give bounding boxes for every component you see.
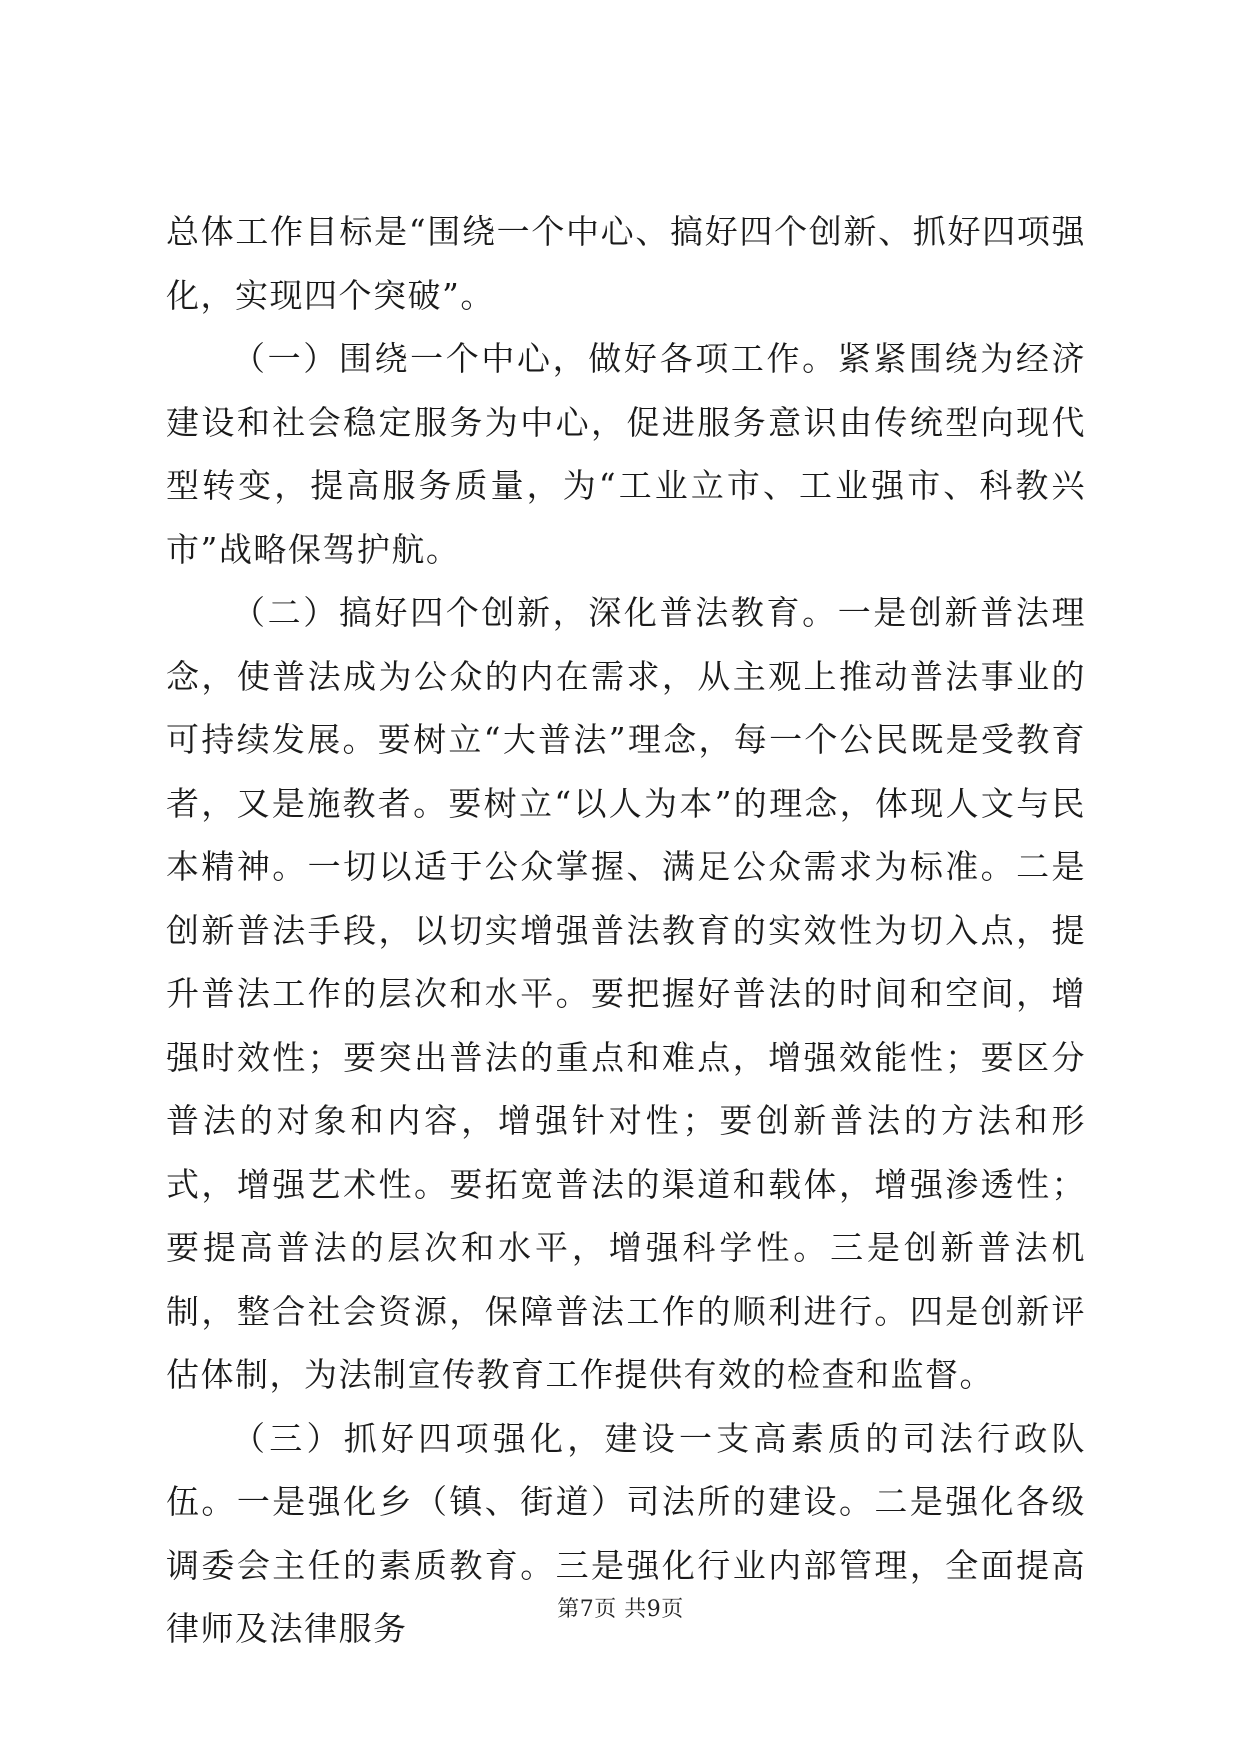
page-number-footer: 第7页 共9页 [557, 1597, 684, 1622]
document-body [166, 200, 1086, 1661]
paragraph-continuation: 总体工作目标是“围绕一个中心、搞好四个创新、抓好四项强化，实现四个突破”。 [166, 212, 1086, 315]
paragraph-section-3: （三）抓好四项强化，建设一支高素质的司法行政队伍。一是强化乡（镇、街道）司法所的建设。二是强化各级调委会主任的素质教育。三是强化行业内部管理，全面提高律师及法律服务 [166, 1418, 1086, 1648]
paragraph-section-1: （一）围绕一个中心，做好各项工作。紧紧围绕为经济建设和社会稳定服务为中心，促进服务意识由传统型向现代型转变，提高服务质量，为“工业立市、工业强市、科教兴市”战略保驾护航。 [166, 339, 1086, 569]
paragraph-section-2: （二）搞好四个创新，深化普法教育。一是创新普法理念，使普法成为公众的内在需求，从主观上推动普法事业的可持续发展。要树立“大普法”理念，每一个公民既是受教育者，又是施教者。要树立“以人为本”的理念，体现人文与民本精神。一切以适于公众掌握、满足公众需求为标准。二是创新普法手段，以切实增强普法教育的实效性为切入点，提升普法工作的层次和水平。要把握好普法的时间和空间，增强时效性；要突出普法的重点和难点，增强效能性；要区分普法的对象和内容，增强针对性；要创新普法的方法和形式，增强艺术性。要拓宽普法的渠道和载体，增强渗透性；要提高普法的层次和水平，增强科学性。三是创新普法机制，整合社会资源，保障普法工作的顺利进行。四是创新评估体制，为法制宣传教育工作提供有效的检查和监督。 [166, 593, 1086, 1394]
